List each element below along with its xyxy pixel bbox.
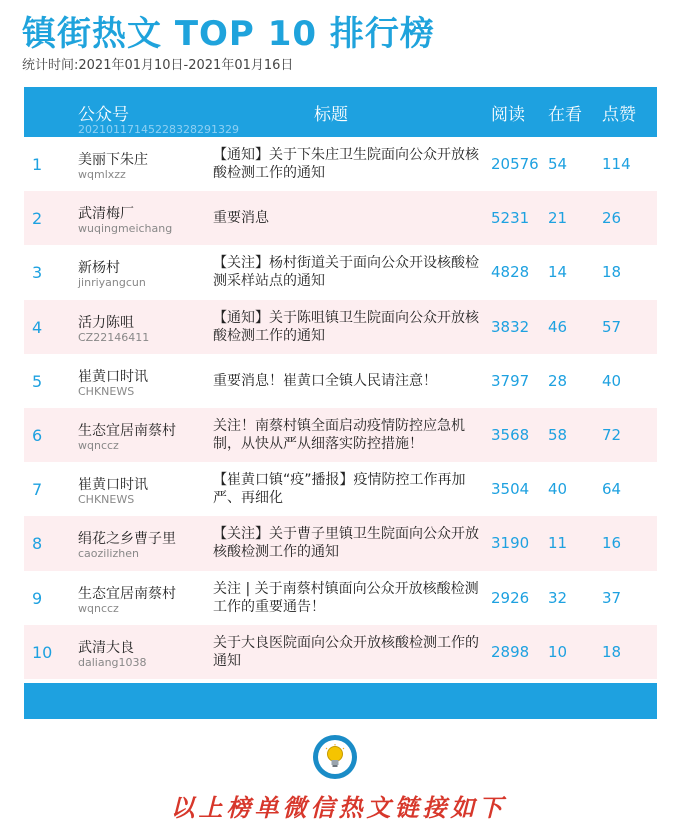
table-row[interactable] [24,625,657,679]
account-name: 崔黄口时讯 [78,477,148,494]
table-row[interactable] [24,408,657,462]
read-count: 2898 [491,642,530,661]
article-title[interactable]: 关注！南蔡村镇全面启动疫情防控应急机制，从快从严从细落实防控措施！ [213,417,465,452]
account-id: wuqingmeichang [78,222,173,236]
column-header-now: 在看 [548,105,582,125]
now-count: 10 [548,642,568,661]
article-title[interactable]: 【通知】关于下朱庄卫生院面向公众开放核酸检测工作的通知 [213,147,479,181]
account-id: wqnccz [78,438,119,452]
article-title[interactable]: 【崔黄口镇“疫”播报】疫情防控工作再加严、再细化 [213,472,466,507]
now-count: 14 [548,263,568,282]
table-row[interactable] [24,354,657,408]
column-header-like: 点赞 [602,105,636,125]
now-count: 11 [548,534,568,553]
rank-number: 2 [32,209,43,229]
article-title[interactable]: 【通知】关于陈咀镇卫生院面向公众开放核酸检测工作的通知 [213,309,479,344]
rank-number: 6 [32,425,43,445]
like-count: 16 [602,534,622,553]
now-count: 32 [548,588,568,607]
like-count: 40 [602,371,622,390]
like-count: 26 [602,209,622,228]
account-name: 生态宜居南蔡村 [78,585,176,602]
read-count: 5231 [491,209,530,228]
rank-number: 8 [32,534,43,554]
account-id: daliang1038 [78,655,147,669]
table-row[interactable] [24,191,657,245]
table-row[interactable] [24,516,657,570]
rank-number: 7 [32,480,43,500]
rank-number: 3 [32,263,43,283]
account-id: jinriyangcun [78,276,146,290]
table-row[interactable] [24,245,657,299]
read-count: 2926 [491,588,530,607]
account-name: 武清大良 [78,639,134,656]
now-count: 28 [548,371,568,390]
stat-time: 统计时间:2021年01月10日-2021年01月16日 [22,58,294,73]
rank-number: 1 [32,155,43,174]
rank-number: 9 [32,588,43,608]
article-title[interactable]: 【关注】杨村街道关于面向公众开设核酸检测采样站点的通知 [213,255,479,290]
lightbulb-icon [313,735,357,779]
account-name: 崔黄口时讯 [78,368,148,385]
read-count: 3797 [491,371,530,390]
read-count: 4828 [491,263,530,282]
column-header-read: 阅读 [491,105,525,125]
account-name: 生态宜居南蔡村 [78,422,176,439]
like-count: 18 [602,642,622,661]
account-id: CHKNEWS [78,384,135,398]
like-count: 64 [602,480,622,499]
like-count: 18 [602,263,622,282]
account-id: CZ22146411 [78,330,150,344]
read-count: 3832 [491,317,530,336]
rank-number: 10 [32,642,53,662]
account-id: CHKNEWS [78,493,135,507]
article-title[interactable]: 关于大良医院面向公众开放核酸检测工作的通知 [213,634,479,669]
now-count: 46 [548,317,568,336]
table-row[interactable] [24,300,657,354]
account-name: 绢花之乡曹子里 [78,531,176,548]
account-name: 活力陈咀 [78,314,134,331]
article-title[interactable]: 关注 | 关于南蔡村镇面向公众开放核酸检测工作的重要通告！ [213,580,479,615]
rank-number: 5 [32,371,43,391]
account-name: 美丽下朱庄 [78,152,148,168]
account-id: wqmlxzz [78,168,126,181]
table-row[interactable] [24,137,657,191]
article-title[interactable]: 重要消息 [213,210,269,227]
like-count: 57 [602,317,622,336]
table-row[interactable] [24,571,657,625]
table-row[interactable] [24,462,657,516]
column-header-account: 公众号 [78,105,129,125]
now-count: 54 [548,155,568,173]
like-count: 37 [602,588,622,607]
like-count: 114 [602,155,631,173]
like-count: 72 [602,425,622,444]
read-count: 3190 [491,534,530,553]
page-title: 镇街热文 TOP 10 排行榜 [22,14,435,54]
account-id: caozilizhen [78,547,139,561]
read-count: 3568 [491,425,530,444]
cta-text: 以上榜单微信热文链接如下 [170,793,507,822]
rank-number: 4 [32,317,43,337]
now-count: 21 [548,209,568,228]
account-id: wqnccz [78,601,119,615]
table-footer-bar [24,683,657,719]
article-title[interactable]: 重要消息！崔黄口全镇人民请注意！ [213,372,437,389]
ranking-table [24,87,657,719]
account-name: 武清梅厂 [78,206,134,223]
column-header-title: 标题 [314,105,348,125]
now-count: 58 [548,425,568,444]
read-count: 3504 [491,480,530,499]
read-count: 20576 [491,155,539,173]
batch-id: 20210117145228328291329 [78,123,239,136]
now-count: 40 [548,480,568,499]
account-name: 新杨村 [78,260,120,277]
article-title[interactable]: 【关注】关于曹子里镇卫生院面向公众开放核酸检测工作的通知 [213,526,479,561]
table-header [24,87,657,137]
